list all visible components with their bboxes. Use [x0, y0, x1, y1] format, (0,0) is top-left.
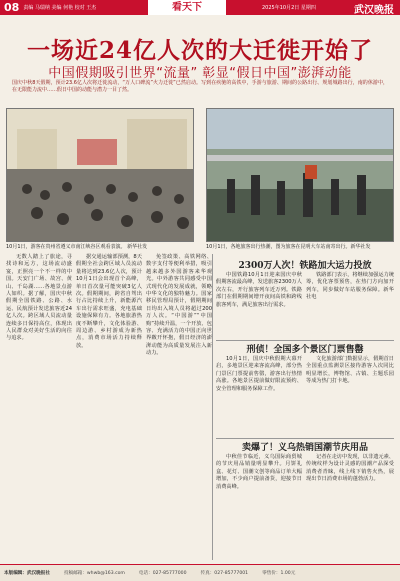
- section-banner: 看天下: [148, 0, 226, 15]
- column-divider: [212, 254, 213, 560]
- article-4-column-1: [216, 454, 302, 554]
- main-body-column-3: [146, 254, 212, 554]
- main-body-column-1: [6, 254, 72, 554]
- main-headline: 一场近24亿人次的大迁徙开始了: [26, 37, 373, 64]
- newspaper-brand: 武汉晚报: [354, 5, 394, 16]
- station-illustration: [207, 109, 394, 242]
- footer-item-2: 投稿邮箱：whwb@163.com: [63, 571, 125, 576]
- article-4-text-1: 中秋佳节临近，义乌国际商贸城的节庆用品销量明显攀升。月饼礼盒、花灯、国潮文创等商品订单大幅增加，不少商户提前备货，迎接节日消费高峰。: [216, 454, 302, 490]
- article-3-column-1: [216, 356, 302, 438]
- article-2-column-2: [306, 272, 394, 338]
- footer-item-5: 零售价：1.00元: [262, 571, 296, 576]
- article-2-title: 2300万人次！铁路加大运力投放: [238, 261, 372, 271]
- main-body-text-2: 据交通运输部预测，8天假期全社会跨区域人员流动量将达到23.6亿人次，预计10月1日会出现首个高峰，单日首次量可能突破3亿人次。假期期间，跨省自驾出行占比持续上升，新能源汽车出行需求旺盛，充电基础设施保障有力。各地旅游热度不断攀升，文化体验游、周边游、乡村游成为新热点，消费市场活力持续释放。: [76, 254, 142, 349]
- main-subhead: 中国假期吸引世界“流量” 彰显“假日中国”澎湃动能: [48, 66, 352, 81]
- article-divider-2: [216, 438, 394, 439]
- article-3-column-2: [306, 356, 394, 438]
- article-2-text-1: 中国铁路10月1日迎来国庆中秋假期客流最高峰，发送旅客2300万人次左右，开行旅客列车近万列。铁路部门在假期期间增开夜间高铁和跨线旅客列车，满足旅客出行需求。: [216, 272, 302, 308]
- article-3-text-2: 文化旅游部门数据显示，假期首日全国重点监测景区接待游客人次同比明显增长，博物馆、古镇、主题乐园等成为热门打卡地。: [306, 356, 394, 385]
- photo-scenic-area-crowd: [6, 108, 194, 242]
- page-number: 08: [4, 1, 20, 14]
- main-lede: 国庆中秋8天假期，预计23.6亿人次将迁徙流动，“万人口碑流”火力迁徙”已然启动。写到在疾驰的高铁中，手游与旅游、期间的公路出行、规划城路出行，南的休游中，在无限能力流中……假日中国的动能与潜力一目了然。: [12, 80, 388, 93]
- article-4-title: 卖爆了！义乌热销国潮节庆用品: [241, 443, 368, 453]
- article-4-column-2: [306, 454, 394, 554]
- editor-credits: 责编 马瑞纳 美编 何艳 校对 王杰: [23, 5, 97, 11]
- article-2-text-2: 铁路部门表示，将继续加强运力统筹，优化客票预售，在热门方向加开列车，同步做好车站服务保障。新华社电: [306, 272, 394, 301]
- main-body-text-3: 免签政策、高铁网络、数字支付等便利举措，吸引越来越多外国游客来华观光。中外游客共同感受中国式现代化的发展成就，领略中华文化的独特魅力。国家移民管理局预计，假期期间日均出入境人员将超过200万人次。“中国游”“中国购”持续升温，一个开放、包容、充满活力的中国正向世界敞开怀抱，假日经济的澎湃动能为高质量发展注入新动力。: [146, 254, 212, 357]
- photo-caption-right: 10月1日，各地旅客出行热潮，图为旅客在昆明大车站南寄出行。新华社发: [206, 244, 371, 250]
- article-4-text-2: 记者在走访中发现，以非遗元素、传统纹样为设计灵感的国潮产品深受消费者青睐，线上线下销售火热，展现出节日消费市场的蓬勃活力。: [306, 454, 394, 483]
- photo-railway-station-travellers: [206, 108, 394, 242]
- article-3-text-1: 10月1日，国庆中秋假期大幕开启，多地景区迎来客流高峰，部分热门景区门票提前售罄，游客出行热情高涨。各地景区提前做好限流预约、安全管理和服务保障工作。: [216, 356, 302, 392]
- article-3-title: 刑侦！全国多个景区门票售罄: [246, 345, 364, 355]
- footer-item-4: 传真：027-85777001: [200, 571, 249, 576]
- footer-item-1: 本版编辑：武汉晚报社: [4, 571, 50, 576]
- issue-date: 2025年10月2日 星期四: [262, 5, 316, 11]
- article-2-column-1: [216, 272, 302, 338]
- crowd-illustration: [7, 109, 194, 242]
- page-footer: [0, 564, 400, 581]
- article-divider: [216, 340, 394, 341]
- main-body-text-1: 无数人踏上了旅途，寻找诗和远方，这场流动盛宴，正照亮一个不一样的中国。天安门广场、故宫、黄山、千岛湖……各地景点游人如织。据了解，国庆中秋假期全国铁路、公路、水运、民航预计发送旅客近24亿人次。跨区域人员流动量连续多日保持高位，体现出人民群众对美好生活的向往与追求。: [6, 254, 72, 342]
- main-body-column-2: [76, 254, 142, 554]
- photo-caption-left: 10月1日，游客在贵州省遵义市南江峡谷区观看表演。 新华社发: [6, 244, 148, 250]
- footer-item-3: 电话：027-85777000: [138, 571, 187, 576]
